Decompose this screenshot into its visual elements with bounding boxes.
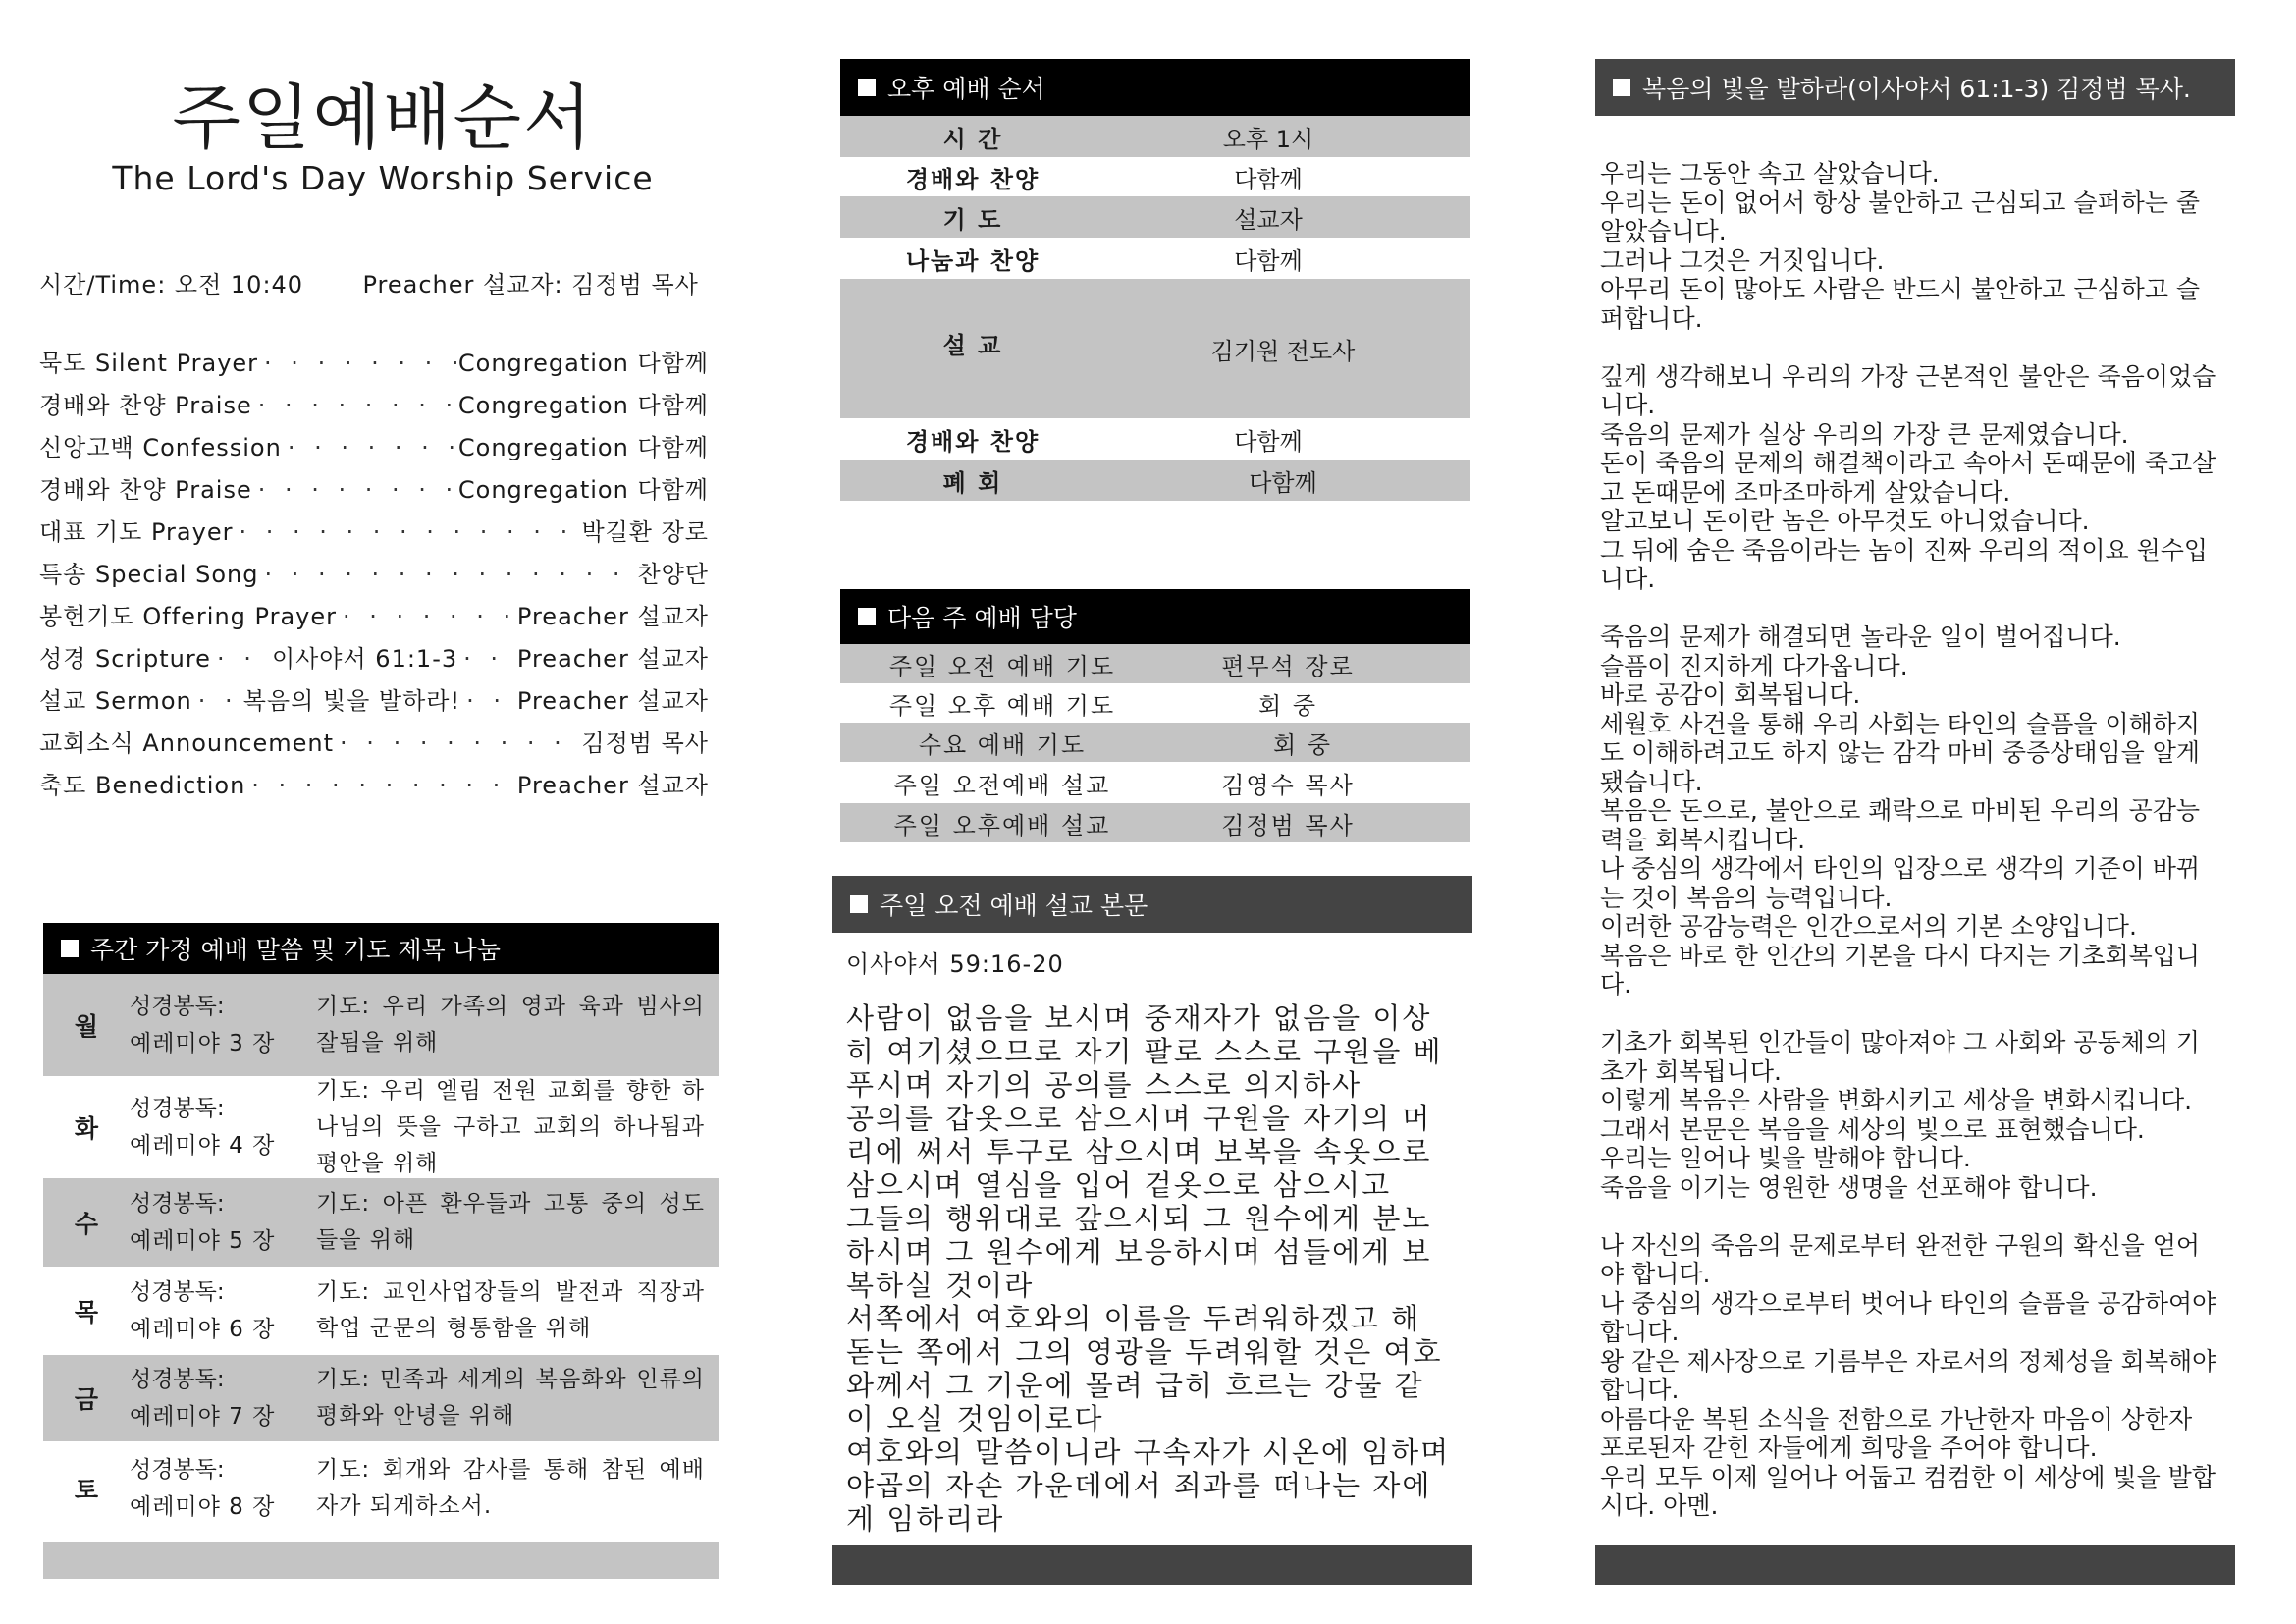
table-row: 경배와 찬양 다함께 [905,427,1303,456]
sermon-paragraph: 나 자신의 죽음의 문제로부터 완전한 구원의 확신을 얻어 야 합니다. 나 중심의 생각으로부터 벗어나 타인의 슬픔을 공감하여야 합니다. 왕 같은 제사장으로 기름부은 자로서의 정체성을 회복해야 합니다. 아름다운 복된 소식을 전함으로 가난한자 마음이 상한자 포로된자 갇힌 자들에게 희망을 주어야 합니다. 우리 모두 이제 일어나 어둡고 컴컴한 이 세상에 빛을 발합 시다. 아멘. [1600,1230,2216,1520]
order-item: 설교 Sermon · · · 복음의 빛을 발하라! · · · Preacher 설교자 [39,681,709,724]
table-row: 수요 예배 기도 회 중 [840,723,1470,762]
order-item: 교회소식 Announcement · · · 김정범 목사 [39,724,709,766]
service-info: 시간/Time: 오전 10:40 Preacher 설교자: 김정범 목사 [39,271,699,298]
table-row: 경배와 찬양 다함께 [905,165,1303,193]
afternoon-service-table [840,116,1470,501]
order-item: 성경 Scripture · · · 이사야서 61:1-3 · · · Preacher 설교자 [39,639,709,681]
weekly-row: 수 성경봉독: 예레미야 5 장 기도: 아픈 환우들과 고통 중의 성도들을 위해 [43,1178,719,1267]
table-row: 주일 오전 예배 기도 편무석 장로 [840,644,1470,683]
weekly-row: 금 성경봉독: 예레미야 7 장 기도: 민족과 세계의 복음화와 인류의 평화와 안녕을 위해 [43,1355,719,1441]
sermon-footer-bar [1595,1545,2235,1585]
table-row: 폐 회 다함께 [840,460,1470,501]
order-item: 신앙고백 Confession · · · Congregation 다함께 [39,428,709,470]
sermon-summary [1600,159,2238,1549]
table-row: 주일 오전예배 설교 김영수 목사 [893,771,1355,799]
weekly-row: 목 성경봉독: 예레미야 6 장 기도: 교인사업장들의 발전과 직장과 학업 군문의 형통함을 위해 [74,1279,705,1342]
order-item: 봉헌기도 Offering Prayer · · · Preacher 설교자 [39,597,709,639]
next-week-duty-header: 다음 주 예배 담당 [840,589,1470,644]
weekly-row: 토 성경봉독: 예레미야 8 장 기도: 회개와 감사를 통해 참된 예배자가 되게하소서. [74,1457,705,1520]
sermon-paragraph: 죽음의 문제가 해결되면 놀라운 일이 벌어집니다. 슬픔이 진지하게 다가옵니다. 바로 공감이 회복됩니다. 세월호 사건을 통해 우리 사회는 타인의 슬픔을 이해하지 도 이해하려고도 하지 않는 감각 마비 중증상태임을 알게 됐습니다. 복음은 돈으로, 불안으로 쾌락으로 마비된 우리의 공감능 력을 회복시킵니다. 나 중심의 생각에서 타인의 입장으로 생각의 기준이 바뀌 는 것이 복음의 능력입니다. 이러한 공감능력은 인간으로서의 기본 소양입니다. 복음은 바로 한 인간의 기본을 다시 다지는 기초회복입니 다. [1600,623,2201,999]
order-item: 대표 기도 Prayer · · · 박길환 장로 [39,513,709,555]
sermon-text-header: 주일 오전 예배 설교 본문 [832,876,1472,933]
sermon-paragraph: 우리는 그동안 속고 살았습니다. 우리는 돈이 없어서 항상 불안하고 근심되고 슬퍼하는 줄 알았습니다. 그러나 그것은 거짓입니다. 아무리 돈이 많아도 사람은 반드시 불안하고 근심하고 슬 퍼합니다. [1600,159,2201,333]
scripture-reference: 이사야서 59:16-20 [846,950,1064,978]
weekly-row: 월 성경봉독: 예레미야 3 장 기도: 우리 가족의 영과 육과 범사의 잘됨을 위해 [43,974,719,1076]
sermon-paragraph: 깊게 생각해보니 우리의 가장 근본적인 불안은 죽음이었습 니다. 죽음의 문제가 실상 우리의 가장 큰 문제였습니다. 돈이 죽음의 문제의 해결책이라고 속아서 돈때문에 죽고살 고 돈때문에 조마조마하게 살았습니다. 알고보니 돈이란 놈은 아무것도 아니었습니다. 그 뒤에 숨은 죽음이라는 놈이 진짜 우리의 적이요 원수입 니다. [1600,361,2216,593]
order-item: 경배와 찬양 Praise · · · Congregation 다함께 [39,470,709,513]
bulletin-subtitle: The Lord's Day Worship Service [112,159,654,197]
square-bullet-icon [61,940,79,957]
square-bullet-icon [858,608,876,625]
next-week-duty-table [840,644,1470,842]
table-row: 주일 오후예배 설교 김정범 목사 [840,803,1470,842]
bulletin-title: 주일예배순서 [172,77,594,159]
table-row: 주일 오후 예배 기도 회 중 [888,691,1317,720]
scripture-text: 사람이 없음을 보시며 중재자가 없음을 이상 히 여기셨으므로 자기 팔로 스스로 구원을 베 푸시며 자기의 공의를 스스로 의지하사 공의를 갑옷으로 삼으시며 구원을 자기의 머 리에 써서 투구로 삼으시며 보복을 속옷으로 삼으시며 열심을 입어 겉옷으로 삼으시고 그들의 행위대로 갚으시되 그 원수에게 분노 하시며 그 원수에게 보응하시며 섬들에게 보 복하실 것이라 서쪽에서 여호와의 이름을 두려워하겠고 해 돋는 쪽에서 그의 영광을 두려워할 것은 여호 와께서 그 기운에 몰려 급히 흐르는 강물 같 이 오실 것임이로다 여호와의 말씀이니라 구속자가 시온에 임하며 야곱의 자손 가운데에서 죄과를 떠나는 자에 게 임하리라 [846,1001,1451,1536]
weekly-devotion-header: 주간 가정 예배 말씀 및 기도 제목 나눔 [43,923,719,974]
table-row: 설 교 김기원 전도사 [840,279,1470,418]
square-bullet-icon [1613,79,1630,96]
square-bullet-icon [858,79,876,96]
table-row: 나눔과 찬양 다함께 [905,246,1303,275]
order-item: 묵도 Silent Prayer · · · Congregation 다함께 [39,344,709,386]
afternoon-service-header: 오후 예배 순서 [840,59,1470,116]
order-item: 축도 Benediction · · · Preacher 설교자 [39,766,709,808]
table-row: 시 간 오후 1시 [840,116,1470,157]
table-row: 기 도 설교자 [840,196,1470,238]
weekly-row: 화 성경봉독: 예레미야 4 장 기도: 우리 엘림 전원 교회를 향한 하나님의 뜻을 구하고 교회의 하나됨과 평안을 위해 [74,1077,705,1176]
sermon-summary-header: 복음의 빛을 발하라(이사야서 61:1-3) 김정범 목사. [1595,59,2235,116]
scripture-footer-bar [832,1545,1472,1585]
order-item: 경배와 찬양 Praise · · · Congregation 다함께 [39,386,709,428]
square-bullet-icon [850,895,868,913]
worship-order-list [39,344,709,808]
weekly-table-footer [43,1542,719,1579]
sermon-paragraph: 기초가 회복된 인간들이 많아져야 그 사회와 공동체의 기 초가 회복됩니다. 이렇게 복음은 사람을 변화시키고 세상을 변화시킵니다. 그래서 본문은 복음을 세상의 빛으로 표현했습니다. 우리는 일어나 빛을 발해야 합니다. 죽음을 이기는 영원한 생명을 선포해야 합니다. [1600,1028,2201,1202]
weekly-devotion-table [43,974,719,1536]
order-item: 특송 Special Song · · · 찬양단 [39,555,709,597]
